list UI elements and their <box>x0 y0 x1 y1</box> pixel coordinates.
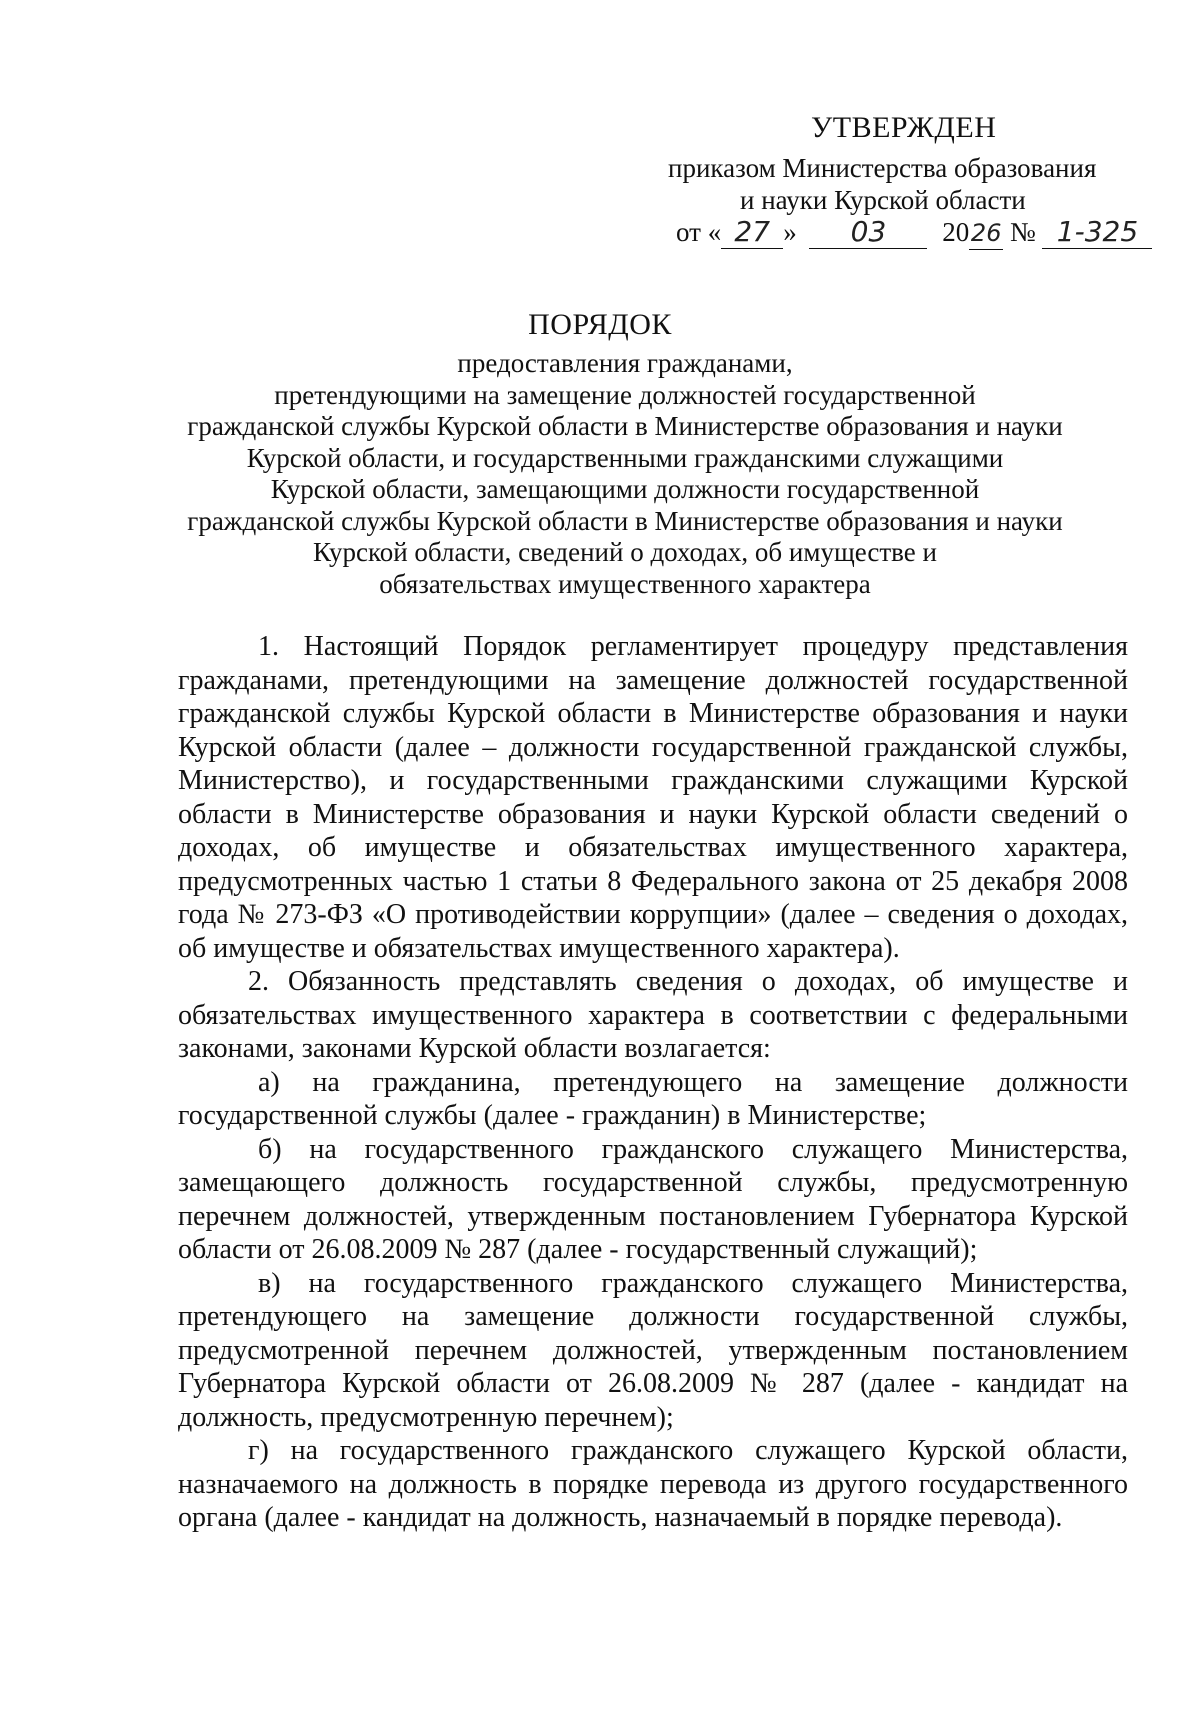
approval-order-line: приказом Министерства образования <box>668 153 1097 183</box>
approval-heading: УТВЕРЖДЕН <box>811 111 997 144</box>
document-subtitle <box>150 348 1100 600</box>
subtitle-line: обязательствах имущественного характера <box>379 568 871 599</box>
date-year-field <box>969 216 1003 250</box>
body-line: должность, предусмотренную перечнем); <box>178 1401 674 1433</box>
body-line: государственной службы (далее - гражданин) в Министерстве; <box>178 1100 927 1131</box>
body-line: 2. Обязанность представлять сведения о доходах, об имуществе и <box>248 966 1128 997</box>
number-handwritten: 1-325 <box>1056 215 1139 248</box>
subtitle-line: претендующими на замещение должностей государственной <box>274 379 976 410</box>
body-line: гражданами, претендующими на замещение должностей государственной <box>178 664 1128 696</box>
date-day-handwritten: 27 <box>734 215 771 248</box>
body-line: области в Министерстве образования и науки Курской области сведений о <box>178 798 1128 830</box>
body-line: замещающего должность государственной службы, предусмотренную <box>178 1167 1128 1198</box>
document-title: ПОРЯДОК <box>528 308 672 341</box>
date-prefix: от « <box>676 217 722 247</box>
body-line: г) на государственного гражданского служащего Курской области, <box>248 1435 1128 1466</box>
date-month-handwritten: 03 <box>850 215 887 248</box>
subtitle-line: предоставления гражданами, <box>457 348 793 378</box>
date-year-prefix: 20 <box>942 217 970 247</box>
body-line: гражданской службы Курской области в Министерстве образования и науки <box>178 698 1128 729</box>
body-line: обязательствах имущественного характера в соответствии с федеральными <box>178 999 1128 1031</box>
approval-ministry-line: и науки Курской области <box>740 185 1026 215</box>
document-body <box>178 630 1128 1535</box>
body-line: Министерство), и государственными гражданскими служащими Курской <box>178 765 1128 796</box>
body-line: Губернатора Курской области от 26.08.2009 № 287 (далее - кандидат на <box>178 1368 1128 1399</box>
body-line: года № 273-ФЗ «О противодействии коррупции» (далее – сведения о доходах, <box>178 899 1128 930</box>
body-line: доходах, об имуществе и обязательствах имущественного характера, <box>178 832 1128 863</box>
body-line: назначаемого на должность в порядке перевода из другого государственного <box>178 1468 1128 1500</box>
date-day-field <box>721 216 783 249</box>
approval-date-line <box>676 212 1152 252</box>
body-line: области от 26.08.2009 № 287 (далее - государственный служащий); <box>178 1234 978 1265</box>
body-line: законами, законами Курской области возлагается: <box>178 1033 771 1064</box>
number-label: № <box>1009 217 1036 247</box>
body-line: Курской области (далее – должности государственной гражданской службы, <box>178 731 1128 763</box>
date-month-field <box>809 216 927 249</box>
body-line: об имуществе и обязательствах имущественного характера). <box>178 932 900 964</box>
body-line: претендующего на замещение должности государственной службы, <box>178 1301 1128 1332</box>
body-line: предусмотренной перечнем должностей, утвержденным постановлением <box>178 1334 1128 1366</box>
body-line: в) на государственного гражданского служащего Министерства, <box>258 1267 1128 1299</box>
subtitle-line: Курской области, и государственными гражданскими служащими <box>246 442 1004 473</box>
subtitle-line: Курской области, сведений о доходах, об имуществе и <box>313 537 937 567</box>
subtitle-line: гражданской службы Курской области в Министерстве образования и науки <box>187 411 1063 441</box>
subtitle-line: Курской области, замещающими должности государственной <box>270 474 980 504</box>
date-day-close: » <box>783 217 797 247</box>
body-line: 1. Настоящий Порядок регламентирует процедуру представления <box>258 631 1128 662</box>
body-line: перечнем должностей, утвержденным постановлением Губернатора Курской <box>178 1200 1128 1232</box>
body-line: а) на гражданина, претендующего на замещение должности <box>258 1066 1128 1098</box>
body-line: б) на государственного гражданского служащего Министерства, <box>258 1133 1128 1165</box>
body-line: органа (далее - кандидат на должность, назначаемый в порядке перевода). <box>178 1502 1063 1533</box>
number-field <box>1042 216 1152 249</box>
body-line: предусмотренных частью 1 статьи 8 Федерального закона от 25 декабря 2008 <box>178 865 1128 897</box>
date-year-handwritten: 26 <box>970 219 1002 247</box>
subtitle-line: гражданской службы Курской области в Министерстве образования и науки <box>187 505 1063 536</box>
